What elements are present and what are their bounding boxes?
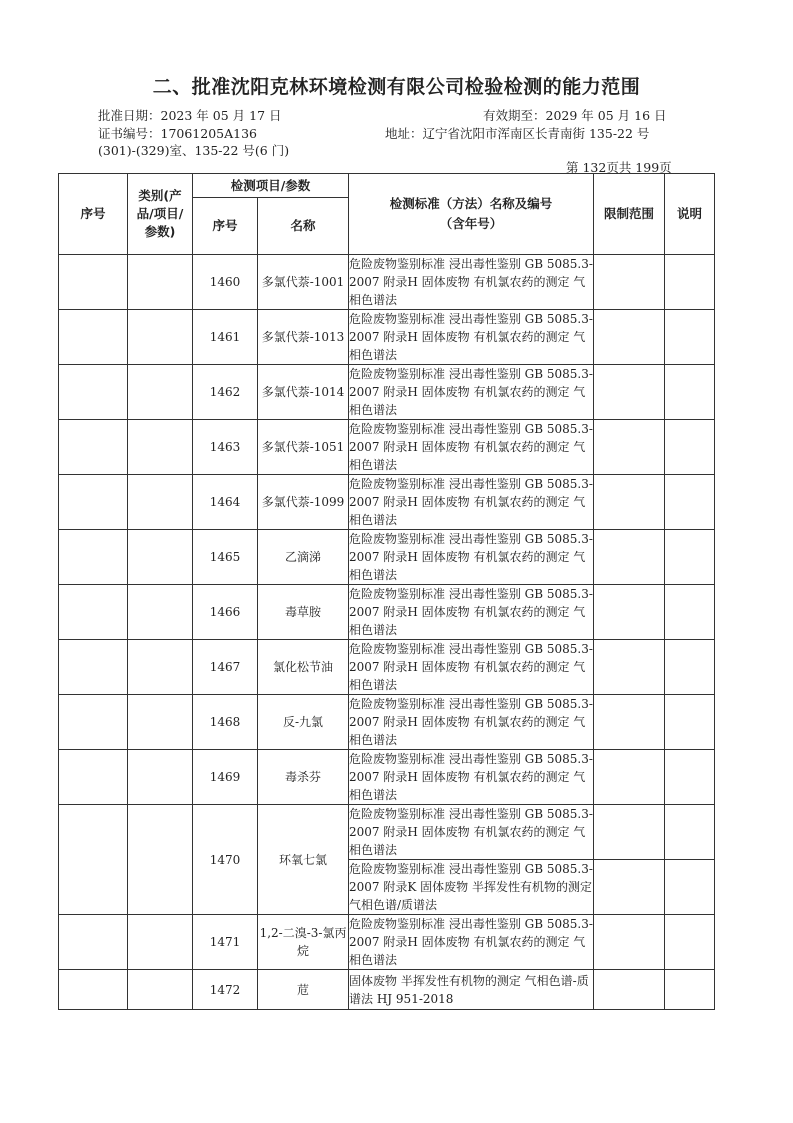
- table-row: [59, 365, 715, 420]
- seq-cell: [59, 805, 128, 915]
- limit-cell: [594, 640, 665, 695]
- table-row: [59, 805, 715, 860]
- category-cell: [128, 970, 193, 1010]
- limit-cell: [594, 255, 665, 310]
- limit-cell: [594, 420, 665, 475]
- category-cell: [128, 640, 193, 695]
- category-cell: [128, 805, 193, 915]
- certificate-number: 证书编号：17061205A136: [98, 126, 258, 141]
- header-note: 说明: [665, 174, 715, 255]
- note-cell: [665, 860, 715, 915]
- item-no-cell: 1469: [193, 750, 258, 805]
- table-row: [59, 310, 715, 365]
- limit-cell: [594, 585, 665, 640]
- seq-cell: [59, 695, 128, 750]
- category-cell: [128, 475, 193, 530]
- item-no-cell: 1468: [193, 695, 258, 750]
- standard-cell: 固体废物 半挥发性有机物的测定 气相色谱-质谱法 HJ 951-2018: [349, 970, 594, 1010]
- limit-cell: [594, 915, 665, 970]
- standard-cell: 危险废物鉴别标准 浸出毒性鉴别 GB 5085.3-2007 附录H 固体废物 有机氯农药的测定 气相色谱法: [349, 915, 594, 970]
- standard-cell: 危险废物鉴别标准 浸出毒性鉴别 GB 5085.3-2007 附录H 固体废物 有机氯农药的测定 气相色谱法: [349, 750, 594, 805]
- seq-cell: [59, 640, 128, 695]
- item-no-cell: 1464: [193, 475, 258, 530]
- category-cell: [128, 365, 193, 420]
- standard-cell: 危险废物鉴别标准 浸出毒性鉴别 GB 5085.3-2007 附录H 固体废物 有机氯农药的测定 气相色谱法: [349, 310, 594, 365]
- address-continued: (301)-(329)室、135-22 号(6 门): [98, 143, 290, 158]
- header-seq: 序号: [59, 174, 128, 255]
- standard-cell: 危险废物鉴别标准 浸出毒性鉴别 GB 5085.3-2007 附录H 固体废物 有机氯农药的测定 气相色谱法: [349, 365, 594, 420]
- category-cell: [128, 310, 193, 365]
- item-no-cell: 1465: [193, 530, 258, 585]
- capability-table: [58, 173, 715, 1010]
- seq-cell: [59, 970, 128, 1010]
- category-cell: [128, 420, 193, 475]
- item-no-cell: 1470: [193, 805, 258, 915]
- note-cell: [665, 805, 715, 860]
- item-name-cell: 氯化松节油: [258, 640, 349, 695]
- note-cell: [665, 585, 715, 640]
- note-cell: [665, 310, 715, 365]
- seq-cell: [59, 530, 128, 585]
- standard-cell: 危险废物鉴别标准 浸出毒性鉴别 GB 5085.3-2007 附录H 固体废物 有机氯农药的测定 气相色谱法: [349, 255, 594, 310]
- item-name-cell: 毒草胺: [258, 585, 349, 640]
- limit-cell: [594, 860, 665, 915]
- standard-cell: 危险废物鉴别标准 浸出毒性鉴别 GB 5085.3-2007 附录H 固体废物 有机氯农药的测定 气相色谱法: [349, 420, 594, 475]
- note-cell: [665, 365, 715, 420]
- category-cell: [128, 915, 193, 970]
- limit-cell: [594, 805, 665, 860]
- table-row: [59, 640, 715, 695]
- header-limit: 限制范围: [594, 174, 665, 255]
- table-row: [59, 750, 715, 805]
- seq-cell: [59, 585, 128, 640]
- item-no-cell: 1467: [193, 640, 258, 695]
- table-row: [59, 585, 715, 640]
- table-row: [59, 970, 715, 1010]
- approval-date: 批准日期：2023 年 05 月 17 日: [98, 108, 282, 123]
- standard-cell: 危险废物鉴别标准 浸出毒性鉴别 GB 5085.3-2007 附录H 固体废物 有机氯农药的测定 气相色谱法: [349, 640, 594, 695]
- category-cell: [128, 255, 193, 310]
- limit-cell: [594, 475, 665, 530]
- note-cell: [665, 255, 715, 310]
- limit-cell: [594, 750, 665, 805]
- limit-cell: [594, 970, 665, 1010]
- header-category: 类别(产品/项目/参数): [128, 174, 193, 255]
- item-no-cell: 1460: [193, 255, 258, 310]
- address: 地址：辽宁省沈阳市浑南区长青南街 135-22 号: [385, 126, 650, 141]
- item-name-cell: 乙滴涕: [258, 530, 349, 585]
- note-cell: [665, 970, 715, 1010]
- header-item-name: 名称: [258, 198, 349, 255]
- item-name-cell: 多氯代萘-1013: [258, 310, 349, 365]
- header-item-no: 序号: [193, 198, 258, 255]
- item-no-cell: 1472: [193, 970, 258, 1010]
- standard-cell: 危险废物鉴别标准 浸出毒性鉴别 GB 5085.3-2007 附录H 固体废物 有机氯农药的测定 气相色谱法: [349, 585, 594, 640]
- standard-cell: 危险废物鉴别标准 浸出毒性鉴别 GB 5085.3-2007 附录H 固体废物 有机氯农药的测定 气相色谱法: [349, 530, 594, 585]
- category-cell: [128, 530, 193, 585]
- header-item-group: 检测项目/参数: [193, 174, 349, 198]
- standard-cell: 危险废物鉴别标准 浸出毒性鉴别 GB 5085.3-2007 附录H 固体废物 有机氯农药的测定 气相色谱法: [349, 475, 594, 530]
- item-name-cell: 苊: [258, 970, 349, 1010]
- item-name-cell: 多氯代萘-1051: [258, 420, 349, 475]
- item-name-cell: 1,2-二溴-3-氯丙烷: [258, 915, 349, 970]
- category-cell: [128, 585, 193, 640]
- note-cell: [665, 695, 715, 750]
- note-cell: [665, 750, 715, 805]
- item-name-cell: 多氯代萘-1014: [258, 365, 349, 420]
- table-row: [59, 530, 715, 585]
- seq-cell: [59, 310, 128, 365]
- seq-cell: [59, 475, 128, 530]
- item-name-cell: 多氯代萘-1001: [258, 255, 349, 310]
- seq-cell: [59, 750, 128, 805]
- table-row: [59, 915, 715, 970]
- table-row: [59, 255, 715, 310]
- note-cell: [665, 420, 715, 475]
- item-name-cell: 多氯代萘-1099: [258, 475, 349, 530]
- table-row: [59, 420, 715, 475]
- limit-cell: [594, 310, 665, 365]
- item-name-cell: 毒杀芬: [258, 750, 349, 805]
- limit-cell: [594, 695, 665, 750]
- limit-cell: [594, 530, 665, 585]
- standard-cell: 危险废物鉴别标准 浸出毒性鉴别 GB 5085.3-2007 附录K 固体废物 半挥发性有机物的测定 气相色谱/质谱法: [349, 860, 594, 915]
- valid-until: 有效期至：2029 年 05 月 16 日: [483, 108, 667, 123]
- seq-cell: [59, 915, 128, 970]
- table-row: [59, 695, 715, 750]
- note-cell: [665, 915, 715, 970]
- standard-cell: 危险废物鉴别标准 浸出毒性鉴别 GB 5085.3-2007 附录H 固体废物 有机氯农药的测定 气相色谱法: [349, 695, 594, 750]
- item-no-cell: 1471: [193, 915, 258, 970]
- note-cell: [665, 530, 715, 585]
- category-cell: [128, 750, 193, 805]
- limit-cell: [594, 365, 665, 420]
- table-row: [59, 475, 715, 530]
- item-no-cell: 1461: [193, 310, 258, 365]
- seq-cell: [59, 365, 128, 420]
- item-name-cell: 反-九氯: [258, 695, 349, 750]
- item-name-cell: 环氧七氯: [258, 805, 349, 915]
- item-no-cell: 1463: [193, 420, 258, 475]
- note-cell: [665, 640, 715, 695]
- note-cell: [665, 475, 715, 530]
- standard-cell: 危险废物鉴别标准 浸出毒性鉴别 GB 5085.3-2007 附录H 固体废物 有机氯农药的测定 气相色谱法: [349, 805, 594, 860]
- item-no-cell: 1466: [193, 585, 258, 640]
- page-title: 二、批准沈阳克林环境检测有限公司检验检测的能力范围: [152, 76, 641, 98]
- seq-cell: [59, 420, 128, 475]
- seq-cell: [59, 255, 128, 310]
- item-no-cell: 1462: [193, 365, 258, 420]
- category-cell: [128, 695, 193, 750]
- page-info: 第 132页共 199页: [566, 160, 672, 175]
- header-standard: 检测标准（方法）名称及编号（含年号）: [349, 174, 594, 255]
